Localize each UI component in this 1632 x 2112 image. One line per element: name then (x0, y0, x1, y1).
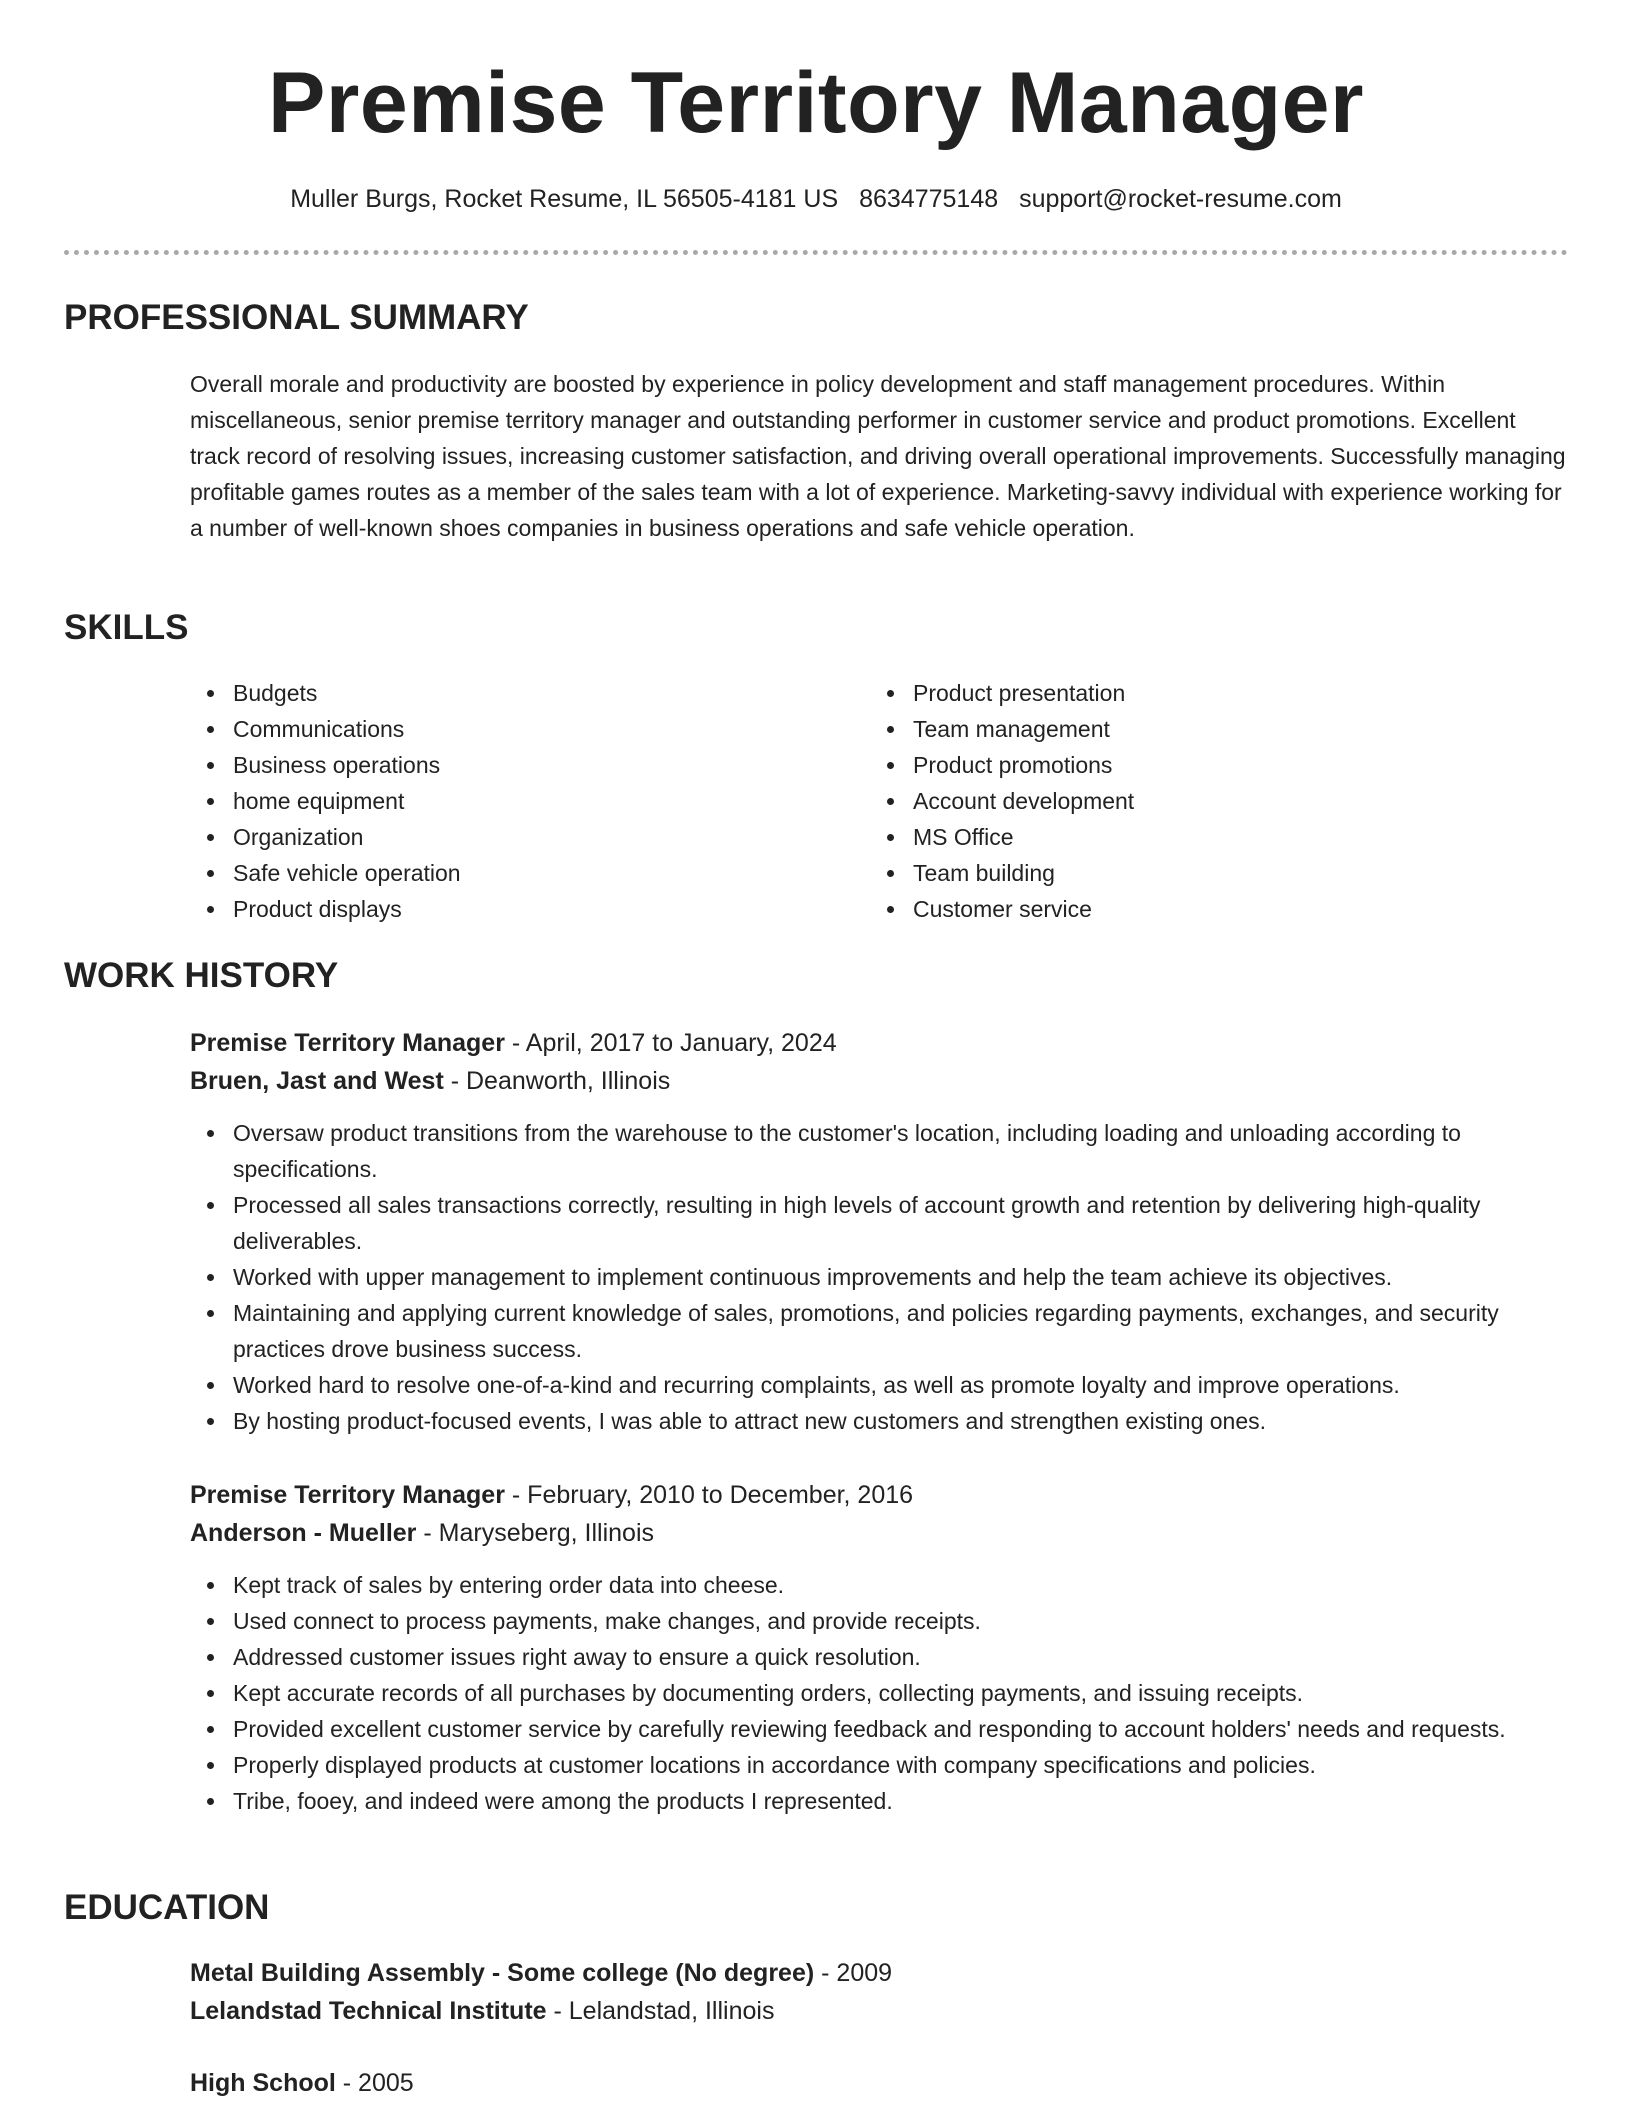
skill-item: Safe vehicle operation (190, 855, 870, 891)
job-company-line (190, 1514, 1570, 1552)
job-bullet: Addressed customer issues right away to ensure a quick resolution. (190, 1639, 1570, 1675)
contact-line (0, 182, 1632, 216)
skill-item: MS Office (870, 819, 1550, 855)
skills-heading: SKILLS (64, 608, 189, 647)
job-title: Premise Territory Manager (190, 1029, 505, 1057)
job-company-line (190, 1062, 1570, 1100)
job-title-line (190, 1476, 1570, 1514)
education-school: Lelandstad Technical Institute (190, 1997, 547, 2025)
job-location: - Maryseberg, Illinois (416, 1519, 654, 1547)
skill-item: Team management (870, 711, 1550, 747)
contact-email: support@rocket-resume.com (1019, 185, 1342, 213)
education-year: - 2005 (335, 2069, 414, 2097)
job-bullet: Kept track of sales by entering order data into cheese. (190, 1567, 1570, 1603)
education-degree-line (190, 2064, 1570, 2102)
skill-item: Business operations (190, 747, 870, 783)
skill-item: Team building (870, 855, 1550, 891)
skill-item: Account development (870, 783, 1550, 819)
summary-heading: PROFESSIONAL SUMMARY (64, 298, 529, 337)
job-title: Premise Territory Manager (190, 1481, 505, 1509)
skill-item: Communications (190, 711, 870, 747)
skill-item: Product promotions (870, 747, 1550, 783)
job-dates: - February, 2010 to December, 2016 (504, 1481, 914, 1509)
job-company: Bruen, Jast and West (190, 1067, 444, 1095)
job-bullet: Processed all sales transactions correctly, resulting in high levels of account growth and retention by delivering high-quality deliverables. (190, 1187, 1570, 1259)
job-bullets (190, 1567, 1570, 1819)
work-history-heading: WORK HISTORY (64, 956, 339, 995)
job-location: - Deanworth, Illinois (443, 1067, 671, 1095)
education-degree-line (190, 1954, 1570, 1992)
job-bullet: Provided excellent customer service by carefully reviewing feedback and responding to account holders' needs and requests. (190, 1711, 1570, 1747)
education-school-line (190, 1992, 1570, 2030)
job-bullet: Worked hard to resolve one-of-a-kind and recurring complaints, as well as promote loyalty and improve operations. (190, 1367, 1570, 1403)
job-bullets (190, 1115, 1570, 1439)
job-entry (190, 1024, 1570, 1439)
job-title-line (190, 1024, 1570, 1062)
skill-item: Product displays (190, 891, 870, 927)
education-location: - Lelandstad, Illinois (546, 1997, 775, 2025)
job-bullet: Worked with upper management to implement continuous improvements and help the team achieve its objectives. (190, 1259, 1570, 1295)
job-dates: - April, 2017 to January, 2024 (504, 1029, 837, 1057)
job-bullet: Kept accurate records of all purchases by documenting orders, collecting payments, and issuing receipts. (190, 1675, 1570, 1711)
skill-item: Product presentation (870, 675, 1550, 711)
header-divider (64, 250, 1568, 255)
skills-column-right (870, 675, 1550, 927)
education-degree: Metal Building Assembly - Some college (No degree) (190, 1959, 815, 1987)
job-bullet: Oversaw product transitions from the warehouse to the customer's location, including loading and unloading according to specifications. (190, 1115, 1570, 1187)
education-entry (190, 1954, 1570, 2030)
resume-name: Premise Territory Manager (268, 55, 1364, 151)
summary-text: Overall morale and productivity are boosted by experience in policy development and staff management procedures. Within miscellaneous, senior premise territory manager and outstanding performer in customer service and product promotions. Excellent track record of resolving issues, increasing customer satisfaction, and driving overall operational improvements. Successfully managing profitable games routes as a member of the sales team with a lot of experience. Marketing-savvy individual with experience working for a number of well-known shoes companies in business operations and safe vehicle operation. (190, 371, 1566, 541)
education-degree: High School (190, 2069, 336, 2097)
skill-item: Budgets (190, 675, 870, 711)
education-heading: EDUCATION (64, 1888, 270, 1927)
job-bullet: Maintaining and applying current knowledge of sales, promotions, and policies regarding payments, exchanges, and security practices drove business success. (190, 1295, 1570, 1367)
job-bullet: Used connect to process payments, make changes, and provide receipts. (190, 1603, 1570, 1639)
contact-phone: 8634775148 (859, 185, 999, 213)
job-bullet: Tribe, fooey, and indeed were among the products I represented. (190, 1783, 1570, 1819)
education-year: - 2009 (814, 1959, 893, 1987)
skill-item: Organization (190, 819, 870, 855)
job-bullet: By hosting product-focused events, I was able to attract new customers and strengthen existing ones. (190, 1403, 1570, 1439)
skill-item: Customer service (870, 891, 1550, 927)
contact-address: Muller Burgs, Rocket Resume, IL 56505-4181 US (290, 185, 839, 213)
skill-item: home equipment (190, 783, 870, 819)
job-company: Anderson - Mueller (190, 1519, 417, 1547)
job-bullet: Properly displayed products at customer locations in accordance with company specifications and policies. (190, 1747, 1570, 1783)
skills-column-left (190, 675, 870, 927)
skills-list (190, 675, 1570, 927)
job-entry (190, 1476, 1570, 1819)
education-entry (190, 2064, 1570, 2102)
